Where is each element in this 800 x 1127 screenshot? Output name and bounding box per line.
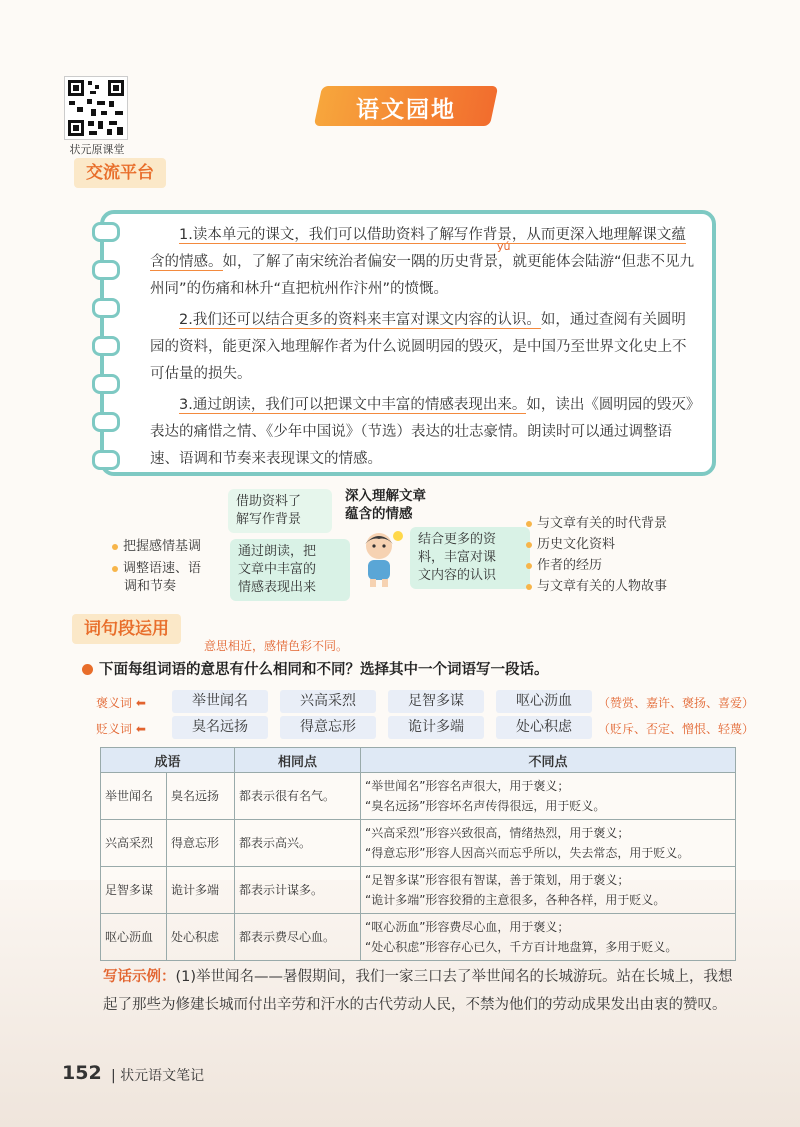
section-tag-exchange: 交流平台 — [74, 158, 166, 188]
diff-line: “处心积虑”形容存心已久，千方百计地盘算，多用于贬义。 — [365, 940, 678, 954]
mindmap-center — [345, 487, 426, 523]
page-number: 152 — [62, 1062, 102, 1084]
tail-positive: （赞赏、嘉许、褒扬、喜爱） — [598, 696, 755, 710]
diff-line: “举世闻名”形容名声很大，用于褒义； — [365, 779, 570, 793]
mindmap-right-item — [526, 554, 602, 573]
ring-icon — [92, 222, 120, 242]
bullet-icon — [526, 584, 532, 590]
table-cell: 兴高采烈 — [101, 820, 167, 867]
bullet-icon — [112, 566, 118, 572]
ring-icon — [92, 450, 120, 470]
mindmap-right-item — [526, 512, 667, 531]
bullet-icon — [526, 542, 532, 548]
label-positive — [96, 694, 146, 711]
question-text: 下面每组词语的意思有什么相同和不同？选择其中一个词语写一段话。 — [99, 662, 549, 678]
mindmap-right-item — [526, 575, 667, 594]
table-cell — [361, 867, 736, 914]
paragraph-1 — [150, 222, 695, 303]
table-header: 相同点 — [235, 748, 361, 773]
diff-line: “臭名远扬”形容坏名声传得很远，用于贬义。 — [365, 799, 606, 813]
table-cell: 呕心沥血 — [101, 914, 167, 961]
mindmap-branch-top — [228, 489, 332, 533]
mindmap-text: 情感表现出来 — [238, 580, 317, 595]
mindmap-text: 解写作背景 — [236, 512, 302, 527]
pinyin-annotation: yú — [497, 240, 511, 253]
mindmap-text: 与文章有关的人物故事 — [537, 579, 668, 594]
table-cell: 得意忘形 — [167, 820, 235, 867]
section-tag-usage: 词句段运用 — [72, 614, 181, 644]
paragraph-3 — [150, 392, 695, 473]
table-cell: 诡计多端 — [167, 867, 235, 914]
diff-line: “呕心沥血”形容费尽心血，用于褒义； — [365, 920, 570, 934]
book-name-text: 状元语文笔记 — [120, 1068, 205, 1084]
mindmap-left-item — [112, 535, 201, 554]
table-cell: 都表示高兴。 — [235, 820, 361, 867]
table-cell — [361, 773, 736, 820]
book-name: | 状元语文笔记 — [111, 1068, 205, 1084]
word-positive: 兴高采烈 — [280, 690, 376, 713]
table-row — [101, 867, 736, 914]
diff-line: “足智多谋”形容很有智谋，善于策划，用于褒义； — [365, 873, 630, 887]
mindmap-left-item-cont: 调和节奏 — [124, 579, 177, 594]
table-cell: 都表示很有名气。 — [235, 773, 361, 820]
word-negative: 诡计多端 — [388, 716, 484, 739]
key-sentence-2: 2.我们还可以结合更多的资料来丰富对课文内容的认识。 — [179, 312, 541, 328]
label-negative — [96, 720, 146, 737]
mindmap-branch-left — [230, 539, 350, 601]
arrow-left-icon: ⬅ — [135, 722, 146, 736]
arrow-left-icon: ⬅ — [135, 696, 146, 710]
key-sentence-3: 3.通过朗读，我们可以把课文中丰富的情感表现出来。 — [179, 397, 527, 413]
bullet-icon — [526, 563, 532, 569]
qr-label: 状元原课堂 — [69, 143, 125, 156]
table-header: 不同点 — [361, 748, 736, 773]
table-row — [101, 914, 736, 961]
diff-line: “诡计多端”形容狡猾的主意很多，各种各样，用于贬义。 — [365, 893, 666, 907]
mindmap-text: 作者的经历 — [537, 558, 603, 573]
table-cell — [361, 914, 736, 961]
table-header-row — [101, 748, 736, 773]
boy-illustration-icon — [350, 528, 408, 588]
word-positive: 呕心沥血 — [496, 690, 592, 713]
word-negative: 处心积虑 — [496, 716, 592, 739]
mindmap-text: 把握感情基调 — [123, 539, 202, 554]
label-text: 贬义词 — [96, 722, 133, 736]
annotation-note: 意思相近，感情色彩不同。 — [204, 639, 349, 653]
mindmap-branch-right — [410, 527, 530, 589]
table-cell: 举世闻名 — [101, 773, 167, 820]
label-text: 褒义词 — [96, 696, 133, 710]
table-cell: 臭名远扬 — [167, 773, 235, 820]
table-cell — [361, 820, 736, 867]
exchange-text — [150, 222, 695, 477]
word-negative: 臭名远扬 — [172, 716, 268, 739]
tail-negative: （贬斥、否定、憎恨、轻蔑） — [598, 722, 755, 736]
mindmap-center-line: 深入理解文章 — [345, 488, 426, 504]
ring-icon — [92, 336, 120, 356]
paragraph-3-detail: 如，读出《圆明园的毁灭》表达的痛惜之情、《少年中国说》（节选）表达的壮志豪情。朗读时可以通过调整语速、语调和节奏来表现课文的情感。 — [150, 397, 694, 467]
mindmap-text: 调整语速、语 — [123, 561, 202, 576]
page-title: 语文园地 — [356, 97, 456, 123]
table-row — [101, 820, 736, 867]
ring-icon — [92, 260, 120, 280]
qr-code-icon — [64, 76, 128, 140]
table-cell: 处心积虑 — [167, 914, 235, 961]
key-sentence-1: 1.读本单元的课文，我们可以借助资料了解写作背景，从而更深入地理解课文蕴含的情感。 — [150, 227, 686, 270]
writing-example — [103, 963, 743, 1019]
paragraph-2-detail: 如，通过查阅有关圆明园的资料，能更深入地理解作者为什么说圆明园的毁灭，是中国乃至世界文化史上不可估量的损失。 — [150, 312, 687, 382]
table-row — [101, 773, 736, 820]
mindmap-text: 文内容的认识 — [418, 568, 497, 583]
question-bullet-icon — [82, 664, 93, 675]
mindmap-text: 料，丰富对课 — [418, 550, 497, 565]
table-cell: 都表示计谋多。 — [235, 867, 361, 914]
word-positive: 足智多谋 — [388, 690, 484, 713]
word-negative: 得意忘形 — [280, 716, 376, 739]
mindmap-text: 结合更多的资 — [418, 532, 497, 547]
table-header: 成语 — [101, 748, 235, 773]
diff-line: “得意忘形”形容人因高兴而忘乎所以，失去常态，用于贬义。 — [365, 846, 690, 860]
table-cell: 都表示费尽心血。 — [235, 914, 361, 961]
ring-icon — [92, 374, 120, 394]
question — [82, 658, 549, 679]
paragraph-2 — [150, 307, 695, 388]
mindmap-left-item — [112, 557, 201, 576]
bullet-icon — [526, 521, 532, 527]
diff-line: “兴高采烈”形容兴致很高，情绪热烈，用于褒义； — [365, 826, 630, 840]
mindmap-right-item — [526, 533, 615, 552]
mindmap-text: 历史文化资料 — [537, 537, 616, 552]
table-cell: 足智多谋 — [101, 867, 167, 914]
paragraph-1-detail: 如，了解了南宋统治者偏安一隅的历史背景，就更能体会陆游“但悲不见九州同”的伤痛和林升“直把杭州作汴州”的愤慨。 — [150, 254, 695, 297]
example-text: (1)举世闻名——暑假期间，我们一家三口去了举世闻名的长城游玩。站在长城上，我想起了那些为修建长城而付出辛劳和汗水的古代劳动人民，不禁为他们的劳动成果发出由衷的赞叹。 — [103, 969, 733, 1013]
mindmap-text: 借助资料了 — [236, 494, 302, 509]
word-positive: 举世闻名 — [172, 690, 268, 713]
mindmap-text: 与文章有关的时代背景 — [537, 516, 668, 531]
mindmap-text: 通过朗读，把 — [238, 544, 317, 559]
ring-icon — [92, 412, 120, 432]
notebook-rings — [92, 222, 122, 462]
example-label: 写话示例： — [103, 969, 176, 985]
comparison-table — [100, 747, 736, 961]
ring-icon — [92, 298, 120, 318]
mindmap-text: 文章中丰富的 — [238, 562, 317, 577]
bullet-icon — [112, 544, 118, 550]
mindmap-center-line: 蕴含的情感 — [345, 506, 413, 522]
